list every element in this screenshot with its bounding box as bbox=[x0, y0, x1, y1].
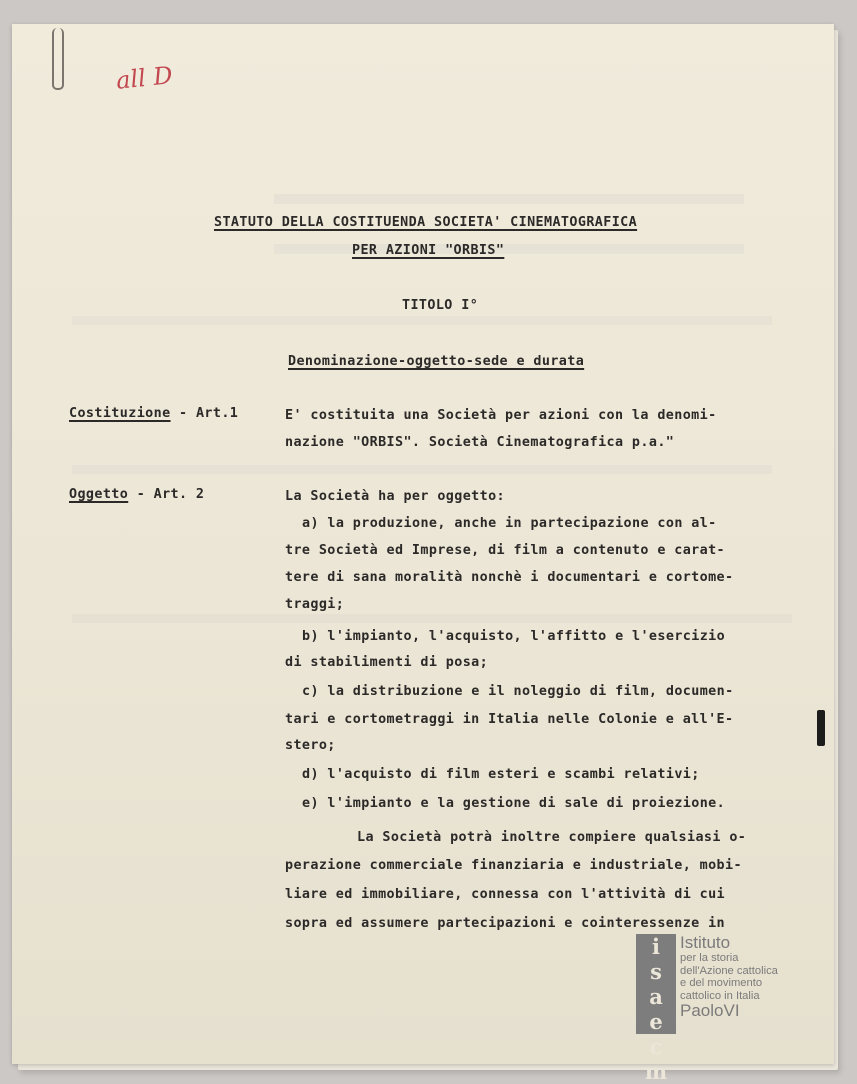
article-2-line: La Società ha per oggetto: bbox=[285, 489, 506, 504]
article-1-label: Costituzione bbox=[69, 406, 171, 421]
paperclip bbox=[52, 28, 64, 90]
bleed-through-block bbox=[72, 316, 772, 474]
article-2-line: sopra ed assumere partecipazioni e cointeressenze in bbox=[285, 916, 726, 931]
article-2-line: di stabilimenti di posa; bbox=[285, 655, 489, 670]
logo-line: dell'Azione cattolica bbox=[680, 964, 778, 977]
document-page bbox=[12, 24, 834, 1084]
section-title: TITOLO I° bbox=[402, 298, 479, 313]
handwritten-note: all D bbox=[114, 61, 174, 95]
ink-mark bbox=[817, 710, 825, 746]
article-1-line: nazione "ORBIS". Società Cinematografica p.a." bbox=[285, 435, 675, 450]
article-2-line: c) la distribuzione e il noleggio di film, documen- bbox=[302, 684, 734, 699]
article-2-line: perazione commerciale finanziaria e industriale, mobi- bbox=[285, 858, 742, 873]
article-1-number: - Art.1 bbox=[179, 406, 239, 421]
article-2-heading bbox=[69, 487, 204, 502]
logo-line: cattolico in Italia bbox=[680, 989, 760, 1002]
logo-line: PaoloVI bbox=[680, 1001, 740, 1020]
article-2-line: traggi; bbox=[285, 597, 345, 612]
article-2-line: tre Società ed Imprese, di film a contenuto e carat- bbox=[285, 543, 726, 558]
logo-mark: i s a e c m bbox=[636, 934, 676, 1034]
logo-line: per la storia bbox=[680, 952, 739, 964]
article-2-label: Oggetto bbox=[69, 487, 129, 502]
institute-logo bbox=[636, 933, 806, 1084]
article-2-line: e) l'impianto e la gestione di sale di proiezione. bbox=[302, 796, 726, 811]
article-2-line: stero; bbox=[285, 738, 336, 753]
article-2-line: tari e cortometraggi in Italia nelle Colonie e all'E- bbox=[285, 712, 734, 727]
article-1-line: E' costituita una Società per azioni con la denomi- bbox=[285, 408, 717, 423]
article-2-line: liare ed immobiliare, connessa con l'attività di cui bbox=[285, 887, 726, 902]
article-2-line: tere di sana moralità nonchè i documentari e cortome- bbox=[285, 570, 734, 585]
document-heading-line-1: STATUTO DELLA COSTITUENDA SOCIETA' CINEMATOGRAFICA bbox=[214, 215, 638, 230]
document-heading-line-2: PER AZIONI "ORBIS" bbox=[352, 243, 505, 258]
logo-text bbox=[680, 934, 778, 1020]
article-1-heading bbox=[69, 406, 238, 421]
logo-line: e del movimento bbox=[680, 977, 763, 989]
section-subtitle: Denominazione-oggetto-sede e durata bbox=[288, 354, 585, 369]
article-2-line: a) la produzione, anche in partecipazione con al- bbox=[302, 516, 717, 531]
logo-line: Istituto bbox=[680, 933, 731, 952]
article-2-line: d) l'acquisto di film esteri e scambi relativi; bbox=[302, 767, 700, 782]
article-2-number: - Art. 2 bbox=[136, 487, 205, 502]
bleed-through-block bbox=[72, 614, 792, 683]
article-2-line: b) l'impianto, l'acquisto, l'affitto e l'esercizio bbox=[302, 629, 726, 644]
article-2-line: La Società potrà inoltre compiere qualsiasi o- bbox=[357, 830, 747, 845]
